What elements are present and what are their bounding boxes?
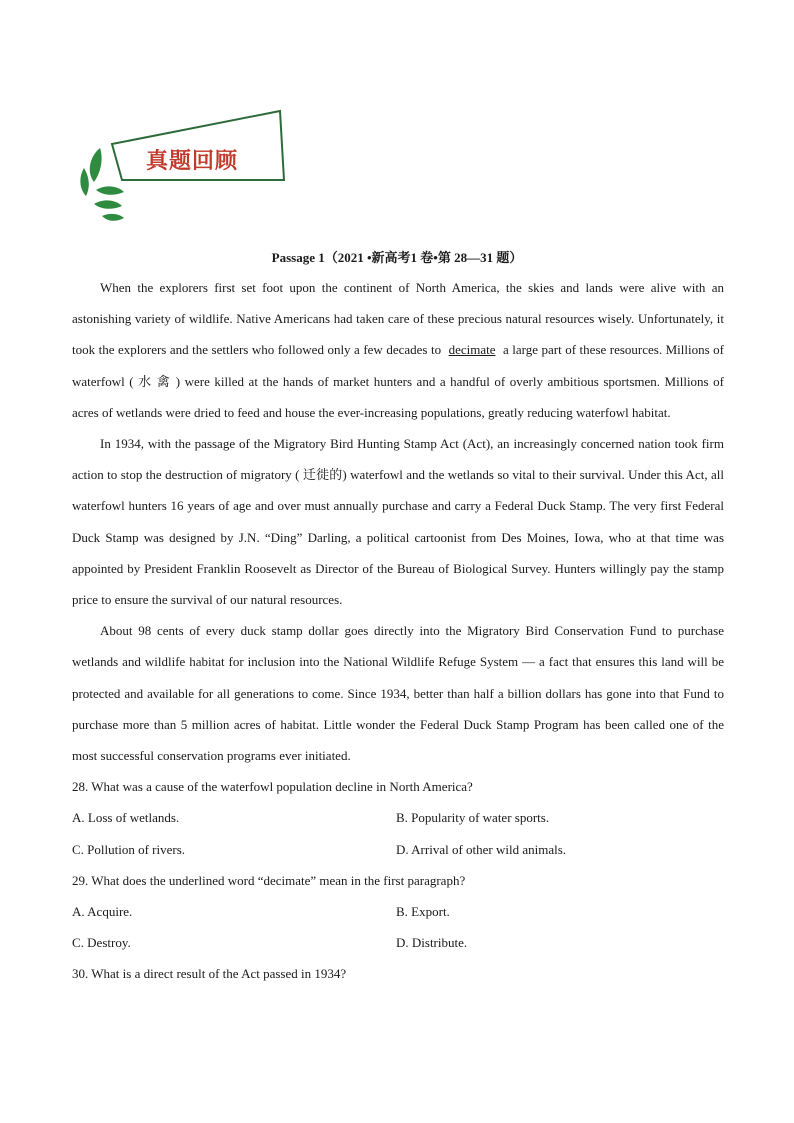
option: B. Popularity of water sports. (396, 810, 550, 826)
option: B. Export. (396, 904, 450, 920)
paragraph-3: About 98 cents of every duck stamp dollar goes directly into the Migratory Bird Conservation Fund to purchase wetlands and wildlife habitat for inclusion into the National Wildlife Refuge System — a fact that ensures this land will be protected and available for all generations to come. Since 1934, better than half a billion dollars has gone into that Fund to purchase more than 5 million acres of habitat. Little wonder the Federal Duck Stamp Program has been called one of the most successful conservation programs ever initiated. (72, 623, 724, 764)
option: A. Acquire. (72, 904, 133, 920)
paragraph-2: In 1934, with the passage of the Migratory Bird Hunting Stamp Act (Act), an increasingly concerned nation took firm action to stop the destruction of migratory ( 迁徙的) waterfowl and the wetlands so vital to their survival. Under this Act, all waterfowl hunters 16 years of age and over must annually purchase and carry a Federal Duck Stamp. The very first Federal Duck Stamp was designed by J.N. “Ding” Darling, a political cartoonist from Des Moines, Iowa, who at that time was appointed by President Franklin Roosevelt as Director of the Bureau of Biological Survey. Hunters willingly pay the stamp price to ensure the survival of our natural resources. (72, 436, 724, 608)
question-29: 29. What does the underlined word “decimate” mean in the first paragraph? (72, 872, 466, 888)
paragraph-1-text-b: a large part of these resources. Millions of waterfowl ( 水 禽 ) were killed at the hands of market hunters and a handful of overly ambitious sportsmen. Millions of acres of wetlands were dried to feed and house the ever-increasing populations, greatly reducing waterfowl habitat. (72, 342, 725, 420)
passage-content (72, 272, 724, 990)
options-row (72, 927, 724, 958)
section-title: 真题回顾 (146, 148, 239, 174)
option: D. Arrival of other wild animals. (396, 841, 567, 857)
passage-title: Passage 1（2021 •新高考1 卷•第 28—31 题） (271, 250, 523, 265)
question-28: 28. What was a cause of the waterfowl population decline in North America? (72, 779, 473, 795)
options-row (72, 802, 724, 833)
paragraph-1-text-a: When the explorers first set foot upon the continent of North America, the skies and lands were alive with an astonishing variety of wildlife. Native Americans had taken care of these precious natural resources wisely. Unfortunately, it took the explorers and the settlers who followed only a few decades to (72, 280, 724, 358)
question-30: 30. What is a direct result of the Act passed in 1934? (72, 966, 347, 982)
option: D. Distribute. (396, 935, 468, 951)
options-row (72, 896, 724, 927)
underlined-word: decimate (448, 342, 496, 358)
paragraph-1 (72, 272, 724, 428)
leaf-icon (80, 148, 124, 221)
option: C. Pollution of rivers. (72, 841, 186, 857)
option: A. Loss of wetlands. (72, 810, 180, 826)
options-row (72, 834, 724, 865)
option: C. Destroy. (72, 935, 131, 951)
